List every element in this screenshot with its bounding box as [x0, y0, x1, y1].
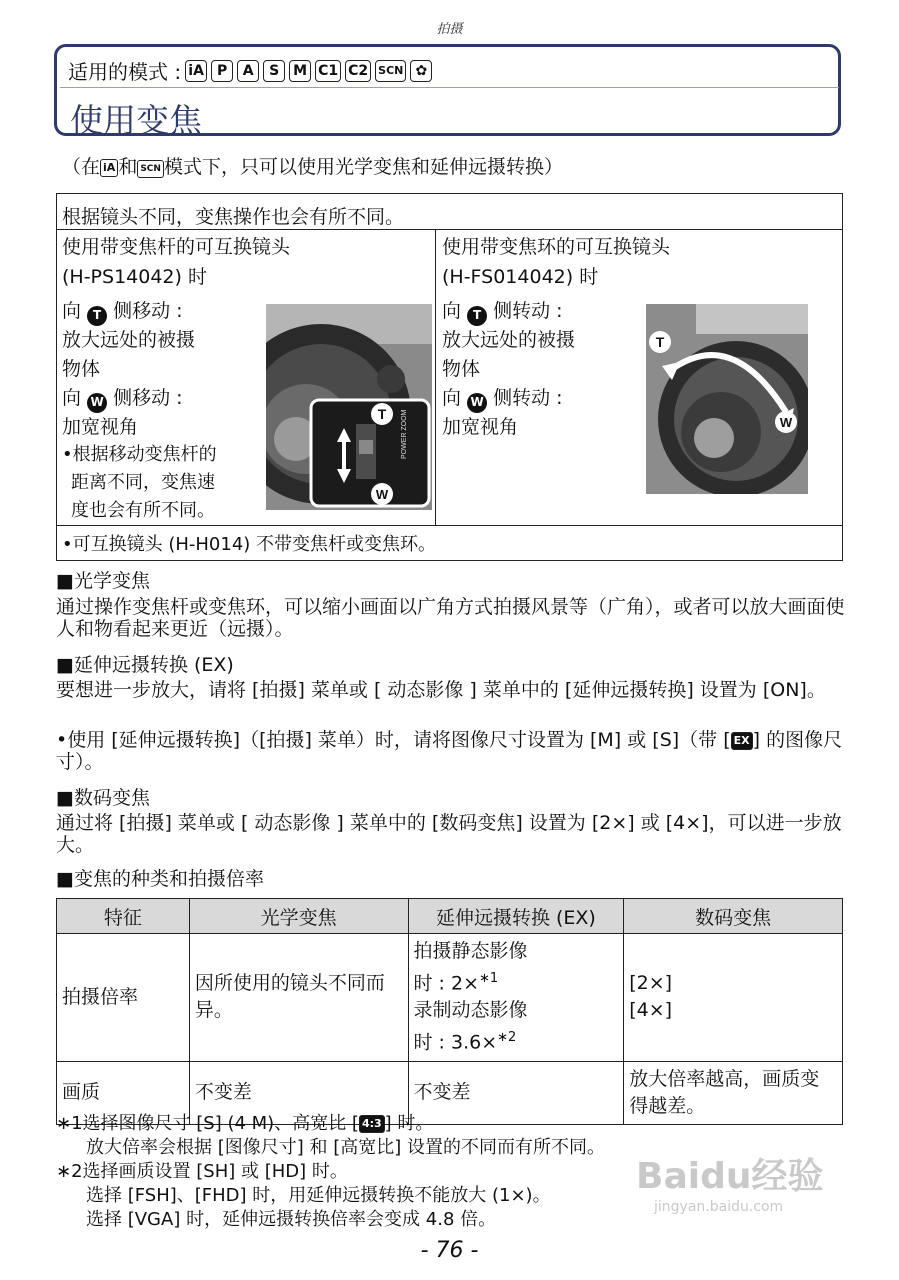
lever-instructions — [62, 297, 195, 442]
ia-mode-icon: iA — [100, 159, 118, 177]
table-header: 光学变焦 — [189, 899, 408, 934]
ex-line: 时 : 2× — [413, 972, 480, 995]
optical-zoom-heading: ■光学变焦 — [56, 570, 150, 592]
mode-note — [62, 152, 563, 179]
w-prefix: 向 — [442, 387, 462, 409]
ex-bullet — [56, 729, 846, 773]
ex-body: 要想进一步放大，请将 [拍摄] 菜单或 [ 动态影像 ] 菜单中的 [延伸远摄转换] 设置为 [ON]。 — [56, 679, 826, 701]
ex-bullet-text: •使用 [延伸远摄转换]（[拍摄] 菜单）时，请将图像尺寸设置为 [M] 或 [S]（带 [ — [56, 729, 731, 751]
ring-lens-title-line2: (H-FS014042) 时 — [442, 266, 599, 288]
mode-ia-icon: iA — [185, 60, 207, 82]
digital-quality: 放大倍率越高，画质变得越差。 — [624, 1061, 843, 1124]
ring-lens-title — [442, 232, 670, 292]
lever-note-line: 距离不同，变焦速 — [71, 472, 215, 493]
ring-instructions — [442, 297, 575, 442]
mode-a-icon: A — [237, 60, 259, 82]
t-desc: 物体 — [442, 358, 481, 380]
ex-magnification — [408, 934, 624, 1062]
lens-box-header: 根据镜头不同，变焦操作也会有所不同。 — [62, 206, 405, 228]
lens-illustration — [646, 304, 808, 494]
zoom-ring-lens-photo — [646, 304, 808, 494]
footnote-2-detail: 选择 [FSH]、[FHD] 时，用延伸远摄转换不能放大 (1×)。 — [86, 1185, 551, 1206]
w-prefix: 向 — [62, 387, 82, 409]
lens-box-footer: •可互换镜头 (H-H014) 不带变焦杆或变焦环。 — [62, 534, 437, 555]
mode-m-icon: M — [289, 60, 311, 82]
digital-value: [2×] — [629, 972, 673, 995]
ex-heading: ■延伸远摄转换 (EX) — [56, 654, 234, 676]
w-suffix: 侧转动 : — [493, 387, 563, 409]
svg-text:W: W — [375, 487, 389, 502]
t-prefix: 向 — [62, 300, 82, 322]
w-suffix: 侧移动 : — [113, 387, 183, 409]
ex-line: 拍摄静态影像 — [413, 940, 528, 962]
note-prefix: （在 — [62, 156, 101, 178]
mode-s-icon: S — [263, 60, 285, 82]
lever-lens-title-line2: (H-PS14042) 时 — [62, 266, 207, 288]
zoom-types-table — [56, 898, 843, 1125]
watermark — [636, 1148, 823, 1215]
power-zoom-label: POWER ZOOM — [401, 409, 408, 459]
footnote-2: ∗2选择画质设置 [SH] 或 [HD] 时。 — [56, 1161, 348, 1182]
table-row — [57, 934, 843, 1062]
watermark-url: jingyan.baidu.com — [654, 1199, 784, 1215]
svg-text:T: T — [655, 334, 665, 350]
lever-note-line: 度也会有所不同。 — [71, 500, 215, 521]
lens-illustration — [266, 304, 432, 510]
page-number: - 76 - — [420, 1238, 479, 1263]
row-label: 拍摄倍率 — [57, 934, 190, 1062]
footnote-2-detail: 选择 [VGA] 时，延伸远摄转换倍率会变成 4.8 倍。 — [86, 1209, 497, 1230]
table-header: 特征 — [57, 899, 190, 934]
t-desc: 放大远处的被摄 — [62, 329, 196, 351]
t-circle-icon: T — [87, 306, 107, 326]
footnote-1: ] 时。 — [384, 1113, 434, 1134]
ex-size-icon: EX — [731, 732, 753, 750]
ex-line: 录制动态影像 — [413, 999, 528, 1022]
mode-c2-icon: C2 — [345, 60, 371, 82]
footnotes — [56, 1112, 605, 1232]
optical-quality: 不变差 — [189, 1061, 408, 1124]
zoom-lever-lens-photo — [266, 304, 432, 510]
divider — [435, 229, 436, 525]
divider — [56, 525, 843, 526]
applicable-modes — [68, 56, 432, 85]
mode-creative-icon: ✿ — [410, 60, 432, 82]
optical-zoom-body: 通过操作变焦杆或变焦环，可以缩小画面以广角方式拍摄风景等（广角），或者可以放大画面使人和物看起来更近（远摄）。 — [56, 596, 845, 640]
modes-label: 适用的模式 : — [68, 60, 182, 84]
footnote-ref: ∗2 — [497, 1030, 517, 1046]
digital-zoom-heading: ■数码变焦 — [56, 787, 150, 809]
divider — [56, 229, 843, 230]
w-desc: 加宽视角 — [442, 416, 519, 438]
table-header: 延伸远摄转换 (EX) — [408, 899, 624, 934]
aspect-ratio-icon: 4:3 — [359, 1115, 385, 1133]
mode-scn-icon: SCN — [375, 60, 406, 82]
lever-note-line: •根据移动变焦杆的 — [62, 444, 217, 465]
svg-text:T: T — [377, 406, 387, 422]
w-desc: 加宽视角 — [62, 416, 139, 438]
footnote-ref: ∗1 — [479, 971, 499, 986]
table-header-row — [57, 899, 843, 934]
ex-line: 时 : 3.6× — [413, 1031, 498, 1054]
mode-c1-icon: C1 — [315, 60, 341, 82]
digital-zoom-body: 通过将 [拍摄] 菜单或 [ 动态影像 ] 菜单中的 [数码变焦] 设置为 [2×] 或 [4×]，可以进一步放大。 — [56, 812, 842, 856]
t-desc: 物体 — [62, 358, 101, 380]
digital-value: [4×] — [629, 999, 673, 1022]
watermark-brand: Baidu经验 — [636, 1156, 824, 1197]
footnote-1: ∗1选择图像尺寸 [S] (4 M)、高宽比 [ — [56, 1113, 359, 1134]
zoom-types-heading: ■变焦的种类和拍摄倍率 — [56, 868, 264, 890]
svg-text:W: W — [779, 415, 793, 430]
t-suffix: 侧转动 : — [493, 300, 563, 322]
t-prefix: 向 — [442, 300, 462, 322]
optical-magnification: 因所使用的镜头不同而异。 — [189, 934, 408, 1062]
footnote-1-detail: 放大倍率会根据 [图像尺寸] 和 [高宽比] 设置的不同而有所不同。 — [86, 1137, 605, 1158]
w-circle-icon: W — [467, 393, 487, 413]
t-suffix: 侧移动 : — [113, 300, 183, 322]
digital-magnification — [624, 934, 843, 1062]
table-header: 数码变焦 — [624, 899, 843, 934]
note-mid: 和 — [118, 156, 138, 178]
scn-mode-icon: SCN — [137, 160, 164, 178]
lever-note — [62, 441, 217, 525]
note-suffix: 模式下，只可以使用光学变焦和延伸远摄转换） — [163, 156, 563, 178]
title-divider — [60, 87, 839, 88]
t-desc: 放大远处的被摄 — [442, 329, 576, 351]
row-label: 画质 — [57, 1061, 190, 1124]
section-header: 拍摄 — [436, 22, 463, 37]
t-circle-icon: T — [467, 306, 487, 326]
ex-quality: 不变差 — [408, 1061, 624, 1124]
mode-p-icon: P — [211, 60, 233, 82]
w-circle-icon: W — [87, 393, 107, 413]
lever-lens-title — [62, 232, 290, 292]
page-title: 使用变焦 — [70, 101, 202, 140]
ring-lens-title-line1: 使用带变焦环的可互换镜头 — [442, 236, 671, 258]
lever-lens-title-line1: 使用带变焦杆的可互换镜头 — [62, 236, 291, 258]
ex-bullet-text: ] 的图像尺寸）。 — [56, 729, 843, 773]
